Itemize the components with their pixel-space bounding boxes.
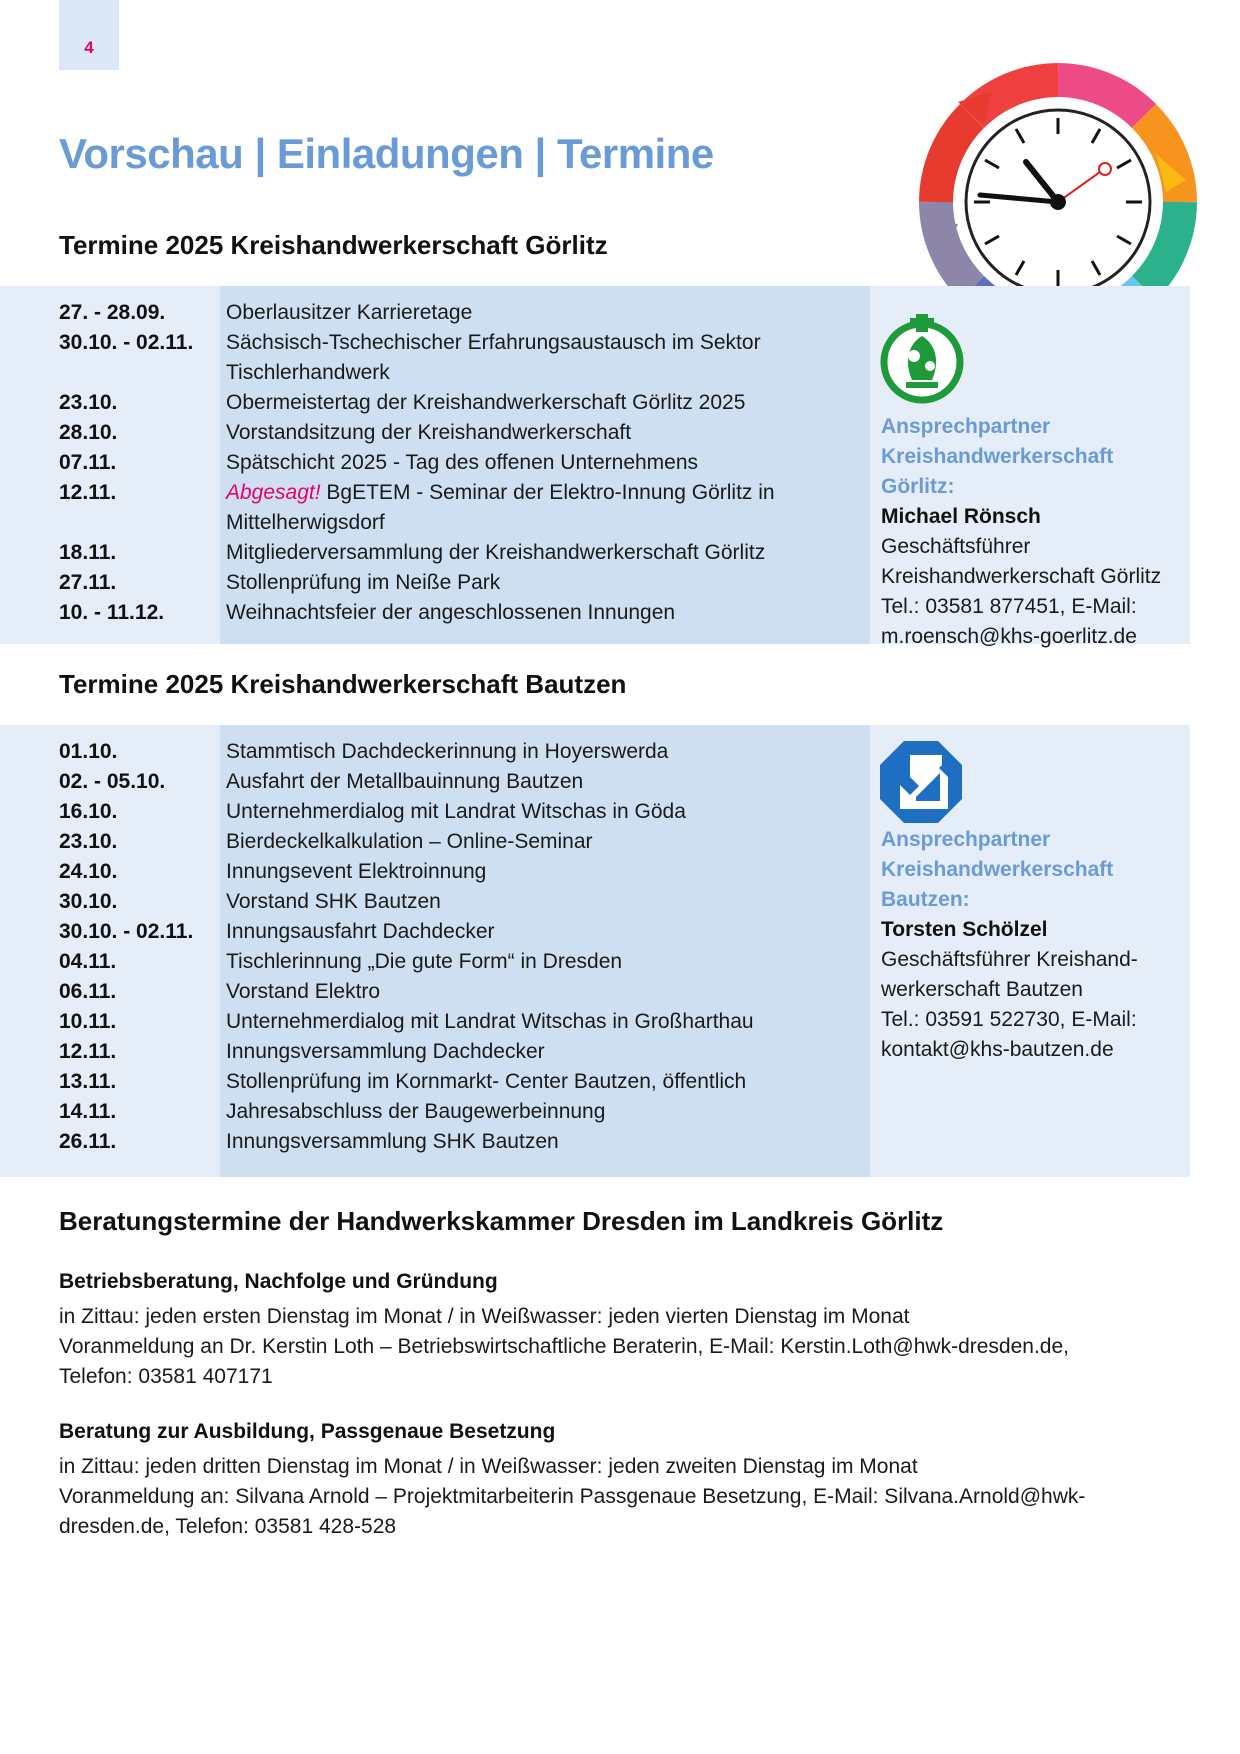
event-date: 30.10. [59, 890, 118, 913]
event-row [59, 947, 870, 977]
event-row [59, 1007, 870, 1037]
event-row [59, 767, 870, 797]
event-row [59, 478, 870, 538]
event-date: 27.11. [59, 571, 117, 594]
contact-role: Geschäftsführer Kreishand- [881, 948, 1138, 971]
contact-org: Kreishandwerkerschaft Görlitz [881, 565, 1162, 588]
event-title: Innungsversammlung SHK Bautzen [226, 1130, 559, 1153]
contact-label: Bautzen: [881, 888, 970, 911]
beratung-block1-title: Betriebsberatung, Nachfolge und Gründung [59, 1270, 498, 1293]
event-date: 23.10. [59, 391, 118, 414]
event-date: 07.11. [59, 451, 117, 474]
event-row [59, 538, 870, 568]
event-date: 10. - 11.12. [59, 601, 165, 624]
event-title: Innungsausfahrt Dachdecker [226, 920, 495, 943]
event-title: Mitgliederversammlung der Kreishandwerkerschaft Görlitz [226, 541, 766, 564]
event-title: Unternehmerdialog mit Landrat Witschas in Großharthau [226, 1010, 754, 1033]
event-title: Stollenprüfung im Neiße Park [226, 571, 501, 594]
event-row [59, 418, 870, 448]
event-date: 12.11. [59, 1040, 117, 1063]
event-row [59, 298, 870, 328]
contact-name: Torsten Schölzel [881, 918, 1048, 941]
event-row [59, 797, 870, 827]
event-date: 23.10. [59, 830, 118, 853]
event-date: 30.10. - 02.11. [59, 331, 194, 354]
event-date: 16.10. [59, 800, 118, 823]
event-title: Sächsisch-Tschechischer Erfahrungsaustausch im Sektor Tischlerhandwerk [226, 331, 761, 384]
handwerk-logo [878, 310, 966, 406]
event-title: Ausfahrt der Metallbauinnung Bautzen [226, 770, 584, 793]
text-line: Voranmeldung an Dr. Kerstin Loth – Betriebswirtschaftliche Beraterin, E-Mail: Kerstin.Loth@hwk-dresden.de, [59, 1335, 1069, 1358]
event-row [59, 1067, 870, 1097]
contact-role: Geschäftsführer [881, 535, 1031, 558]
event-date: 27. - 28.09. [59, 301, 166, 324]
goerlitz-heading: Termine 2025 Kreishandwerkerschaft Görlitz [59, 230, 608, 260]
contact-phone: Tel.: 03581 877451, E-Mail: [881, 595, 1137, 618]
contact-label: Ansprechpartner [881, 828, 1051, 851]
event-row [59, 827, 870, 857]
event-row [59, 1097, 870, 1127]
event-date: 04.11. [59, 950, 117, 973]
beratung-block2-title: Beratung zur Ausbildung, Passgenaue Besetzung [59, 1420, 556, 1443]
contact-email[interactable]: m.roensch@khs-goerlitz.de [881, 625, 1137, 648]
cancelled-label: Abgesagt! [226, 481, 321, 504]
event-row [59, 887, 870, 917]
event-title: Obermeistertag der Kreishandwerkerschaft Görlitz 2025 [226, 391, 746, 414]
event-date: 30.10. - 02.11. [59, 920, 194, 943]
khs-bautzen-logo [880, 741, 962, 823]
event-title: Stammtisch Dachdeckerinnung in Hoyerswerda [226, 740, 669, 763]
contact-name: Michael Rönsch [881, 505, 1041, 528]
event-date: 26.11. [59, 1130, 117, 1153]
text-line: dresden.de, Telefon: 03581 428-528 [59, 1515, 397, 1538]
contact-email[interactable]: kontakt@khs-bautzen.de [881, 1038, 1114, 1061]
event-row [59, 448, 870, 478]
event-title-text: BgETEM - Seminar der Elektro-Innung Görlitz in Mittelherwigsdorf [226, 481, 775, 534]
beratung-heading: Beratungstermine der Handwerkskammer Dresden im Landkreis Görlitz [59, 1206, 944, 1236]
event-date: 24.10. [59, 860, 118, 883]
event-title: Bierdeckelkalkulation – Online-Seminar [226, 830, 593, 853]
event-title: Oberlausitzer Karrieretage [226, 301, 473, 324]
bautzen-heading: Termine 2025 Kreishandwerkerschaft Bautzen [59, 669, 627, 699]
event-title: Tischlerinnung „Die gute Form“ in Dresden [226, 950, 623, 973]
text-line: Telefon: 03581 407171 [59, 1365, 273, 1388]
event-row [59, 977, 870, 1007]
event-row [59, 598, 870, 628]
goerlitz-event-list [59, 298, 870, 628]
event-date: 02. - 05.10. [59, 770, 166, 793]
event-title [226, 478, 826, 538]
event-title: Jahresabschluss der Baugewerbeinnung [226, 1100, 606, 1123]
event-row [59, 1127, 870, 1157]
beratung-block1-text [59, 1302, 1139, 1392]
goerlitz-panel [0, 286, 1190, 648]
page-title: Vorschau | Einladungen | Termine [59, 130, 714, 177]
bautzen-event-list [59, 737, 870, 1157]
event-date: 18.11. [59, 541, 117, 564]
event-row [59, 857, 870, 887]
event-title: Vorstand Elektro [226, 980, 381, 1003]
event-date: 13.11. [59, 1070, 117, 1093]
event-date: 01.10. [59, 740, 118, 763]
event-row [59, 568, 870, 598]
event-row [59, 388, 870, 418]
event-title: Vorstandsitzung der Kreishandwerkerschaft [226, 421, 632, 444]
event-row [59, 1037, 870, 1067]
page-number-tab [59, 0, 119, 70]
contact-label: Ansprechpartner [881, 415, 1051, 438]
event-row [59, 737, 870, 767]
event-date: 28.10. [59, 421, 118, 444]
bautzen-contact [881, 825, 1191, 1065]
event-title: Weihnachtsfeier der angeschlossenen Innungen [226, 601, 676, 624]
event-row [59, 328, 870, 388]
contact-label: Kreishandwerkerschaft Görlitz: [881, 445, 1114, 498]
page-number: 4 [84, 38, 94, 57]
text-line: Voranmeldung an: Silvana Arnold – Projektmitarbeiterin Passgenaue Besetzung, E-Mail: Silvana.Arnold@hwk- [59, 1485, 1086, 1508]
text-line: in Zittau: jeden dritten Dienstag im Monat / in Weißwasser: jeden zweiten Dienstag im Monat [59, 1455, 918, 1478]
contact-role: werkerschaft Bautzen [881, 978, 1083, 1001]
contact-phone: Tel.: 03591 522730, E-Mail: [881, 1008, 1137, 1031]
beratung-block2-text [59, 1452, 1139, 1542]
event-date: 10.11. [59, 1010, 117, 1033]
event-date: 14.11. [59, 1100, 117, 1123]
contact-label: Kreishandwerkerschaft [881, 858, 1114, 881]
event-title: Unternehmerdialog mit Landrat Witschas in Göda [226, 800, 686, 823]
bautzen-panel [0, 725, 1190, 1177]
event-date: 06.11. [59, 980, 117, 1003]
event-date: 12.11. [59, 481, 117, 504]
event-title: Vorstand SHK Bautzen [226, 890, 441, 913]
event-title: Innungsversammlung Dachdecker [226, 1040, 545, 1063]
event-title: Spätschicht 2025 - Tag des offenen Unternehmens [226, 451, 699, 474]
event-title: Innungsevent Elektroinnung [226, 860, 487, 883]
event-row [59, 917, 870, 947]
goerlitz-contact [881, 412, 1191, 652]
event-title: Stollenprüfung im Kornmarkt- Center Bautzen, öffentlich [226, 1070, 747, 1093]
text-line: in Zittau: jeden ersten Dienstag im Monat / in Weißwasser: jeden vierten Dienstag im Monat [59, 1305, 910, 1328]
